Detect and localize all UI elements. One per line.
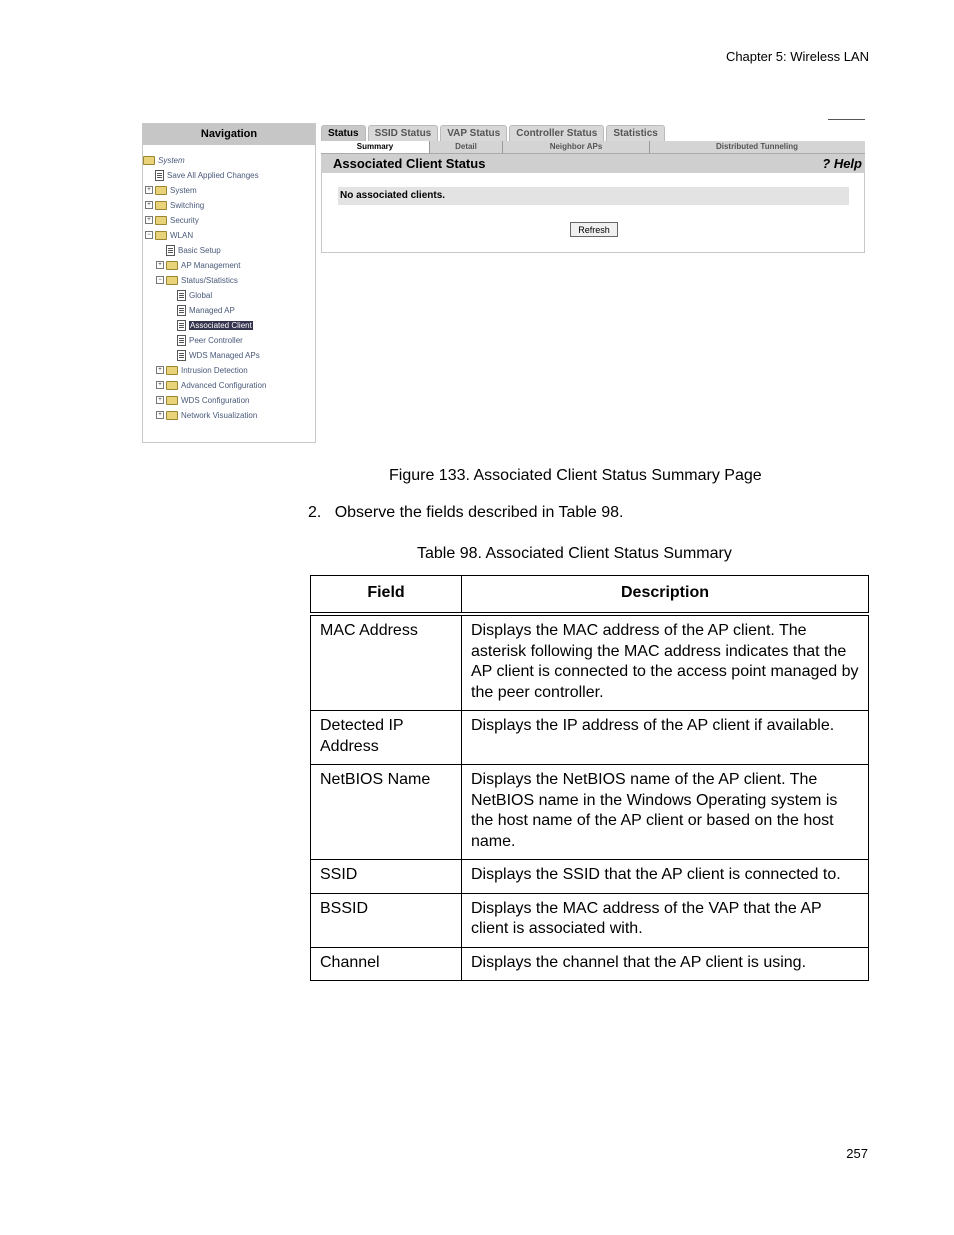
step-body: Observe the fields described in Table 98. (334, 504, 624, 521)
table-caption: Table 98. Associated Client Status Summary (417, 545, 732, 562)
folder-icon (166, 396, 178, 405)
collapse-minus-icon[interactable]: − (145, 231, 153, 239)
tree-item-basic-setup[interactable]: Basic Setup (166, 243, 221, 257)
folder-icon (166, 411, 178, 420)
field-cell: MAC Address (311, 614, 462, 711)
expand-plus-icon[interactable]: + (156, 366, 164, 374)
page-icon (177, 320, 186, 331)
tree-item-associated-client[interactable]: Associated Client (177, 318, 253, 332)
page-icon (177, 290, 186, 301)
step-text (308, 504, 623, 522)
header-description: Description (462, 576, 869, 615)
tab-bar (321, 125, 865, 141)
page-icon (155, 170, 164, 181)
status-panel (321, 125, 865, 253)
expand-plus-icon[interactable]: + (156, 261, 164, 269)
navigation-panel (142, 123, 316, 443)
page-number: 257 (846, 1146, 868, 1161)
navigation-title: Navigation (143, 124, 315, 145)
tree-item-system[interactable]: + System (145, 183, 197, 197)
table-row (311, 614, 869, 711)
tree-item-security[interactable]: + Security (145, 213, 199, 227)
folder-icon (155, 216, 167, 225)
folder-icon (155, 201, 167, 210)
page-icon (177, 350, 186, 361)
tree-item-ap-management[interactable]: + AP Management (156, 258, 240, 272)
tree-item-advanced-configuration[interactable]: + Advanced Configuration (156, 378, 266, 392)
page-icon (166, 245, 175, 256)
no-clients-message: No associated clients. (338, 187, 849, 205)
figure-caption: Figure 133. Associated Client Status Summary Page (389, 467, 762, 484)
field-cell: Detected IP Address (311, 711, 462, 765)
field-cell: BSSID (311, 893, 462, 947)
folder-icon (166, 261, 178, 270)
subtab-detail[interactable]: Detail (430, 141, 503, 153)
table-row (311, 860, 869, 894)
tab-controller-status[interactable]: Controller Status (509, 125, 604, 141)
refresh-button[interactable]: Refresh (570, 222, 618, 237)
tree-item-intrusion-detection[interactable]: + Intrusion Detection (156, 363, 248, 377)
field-cell: Channel (311, 947, 462, 981)
section-body (321, 173, 865, 253)
tree-item-wlan[interactable]: − WLAN (145, 228, 193, 242)
tree-item-switching[interactable]: + Switching (145, 198, 204, 212)
expand-plus-icon[interactable]: + (145, 216, 153, 224)
header-field: Field (311, 576, 462, 615)
field-cell: SSID (311, 860, 462, 894)
description-cell: Displays the NetBIOS name of the AP client. The NetBIOS name in the Windows Operating system is the host name of the AP client or based on the host name. (462, 765, 869, 860)
tree-item-peer-controller[interactable]: Peer Controller (177, 333, 243, 347)
description-cell: Displays the MAC address of the AP client. The asterisk following the MAC address indicates that the AP client is connected to the access point managed by the peer controller. (462, 614, 869, 711)
tree-item-save-all[interactable]: Save All Applied Changes (155, 168, 259, 182)
expand-plus-icon[interactable]: + (156, 396, 164, 404)
step-number: 2. (308, 504, 322, 521)
tree-item-status-statistics[interactable]: − Status/Statistics (156, 273, 238, 287)
folder-open-icon (155, 231, 167, 240)
field-cell: NetBIOS Name (311, 765, 462, 860)
tree-item-managed-ap[interactable]: Managed AP (177, 303, 235, 317)
section-title-bar (321, 154, 865, 173)
subtab-bar (321, 141, 865, 154)
tree-item-system-root[interactable]: System (143, 153, 185, 167)
table-header-row (311, 576, 869, 615)
page-icon (177, 335, 186, 346)
table-row (311, 893, 869, 947)
tree-item-wds-configuration[interactable]: + WDS Configuration (156, 393, 249, 407)
section-title: Associated Client Status (333, 156, 486, 171)
collapse-minus-icon[interactable]: − (156, 276, 164, 284)
header-rule (828, 119, 865, 120)
table-row (311, 947, 869, 981)
folder-icon (155, 186, 167, 195)
subtab-distributed-tunneling[interactable]: Distributed Tunneling (715, 142, 799, 151)
tab-ssid-status[interactable]: SSID Status (368, 125, 439, 141)
folder-open-icon (143, 156, 155, 165)
tree-item-network-visualization[interactable]: + Network Visualization (156, 408, 257, 422)
folder-icon (166, 366, 178, 375)
tab-statistics[interactable]: Statistics (606, 125, 664, 141)
tab-status[interactable]: Status (321, 125, 366, 141)
field-table (310, 575, 869, 981)
expand-plus-icon[interactable]: + (156, 381, 164, 389)
help-link[interactable]: ? Help (822, 156, 862, 171)
description-cell: Displays the MAC address of the VAP that the AP client is associated with. (462, 893, 869, 947)
tree-item-wds-managed-aps[interactable]: WDS Managed APs (177, 348, 260, 362)
subtab-summary[interactable]: Summary (321, 141, 430, 153)
description-cell: Displays the SSID that the AP client is connected to. (462, 860, 869, 894)
description-cell: Displays the IP address of the AP client if available. (462, 711, 869, 765)
expand-plus-icon[interactable]: + (156, 411, 164, 419)
folder-icon (166, 381, 178, 390)
subtab-neighbor-aps[interactable]: Neighbor APs (503, 141, 650, 153)
folder-open-icon (166, 276, 178, 285)
tab-vap-status[interactable]: VAP Status (440, 125, 507, 141)
page-icon (177, 305, 186, 316)
expand-plus-icon[interactable]: + (145, 186, 153, 194)
table-row (311, 711, 869, 765)
description-cell: Displays the channel that the AP client is using. (462, 947, 869, 981)
expand-plus-icon[interactable]: + (145, 201, 153, 209)
tree-item-global[interactable]: Global (177, 288, 212, 302)
chapter-header: Chapter 5: Wireless LAN (725, 49, 869, 64)
table-row (311, 765, 869, 860)
